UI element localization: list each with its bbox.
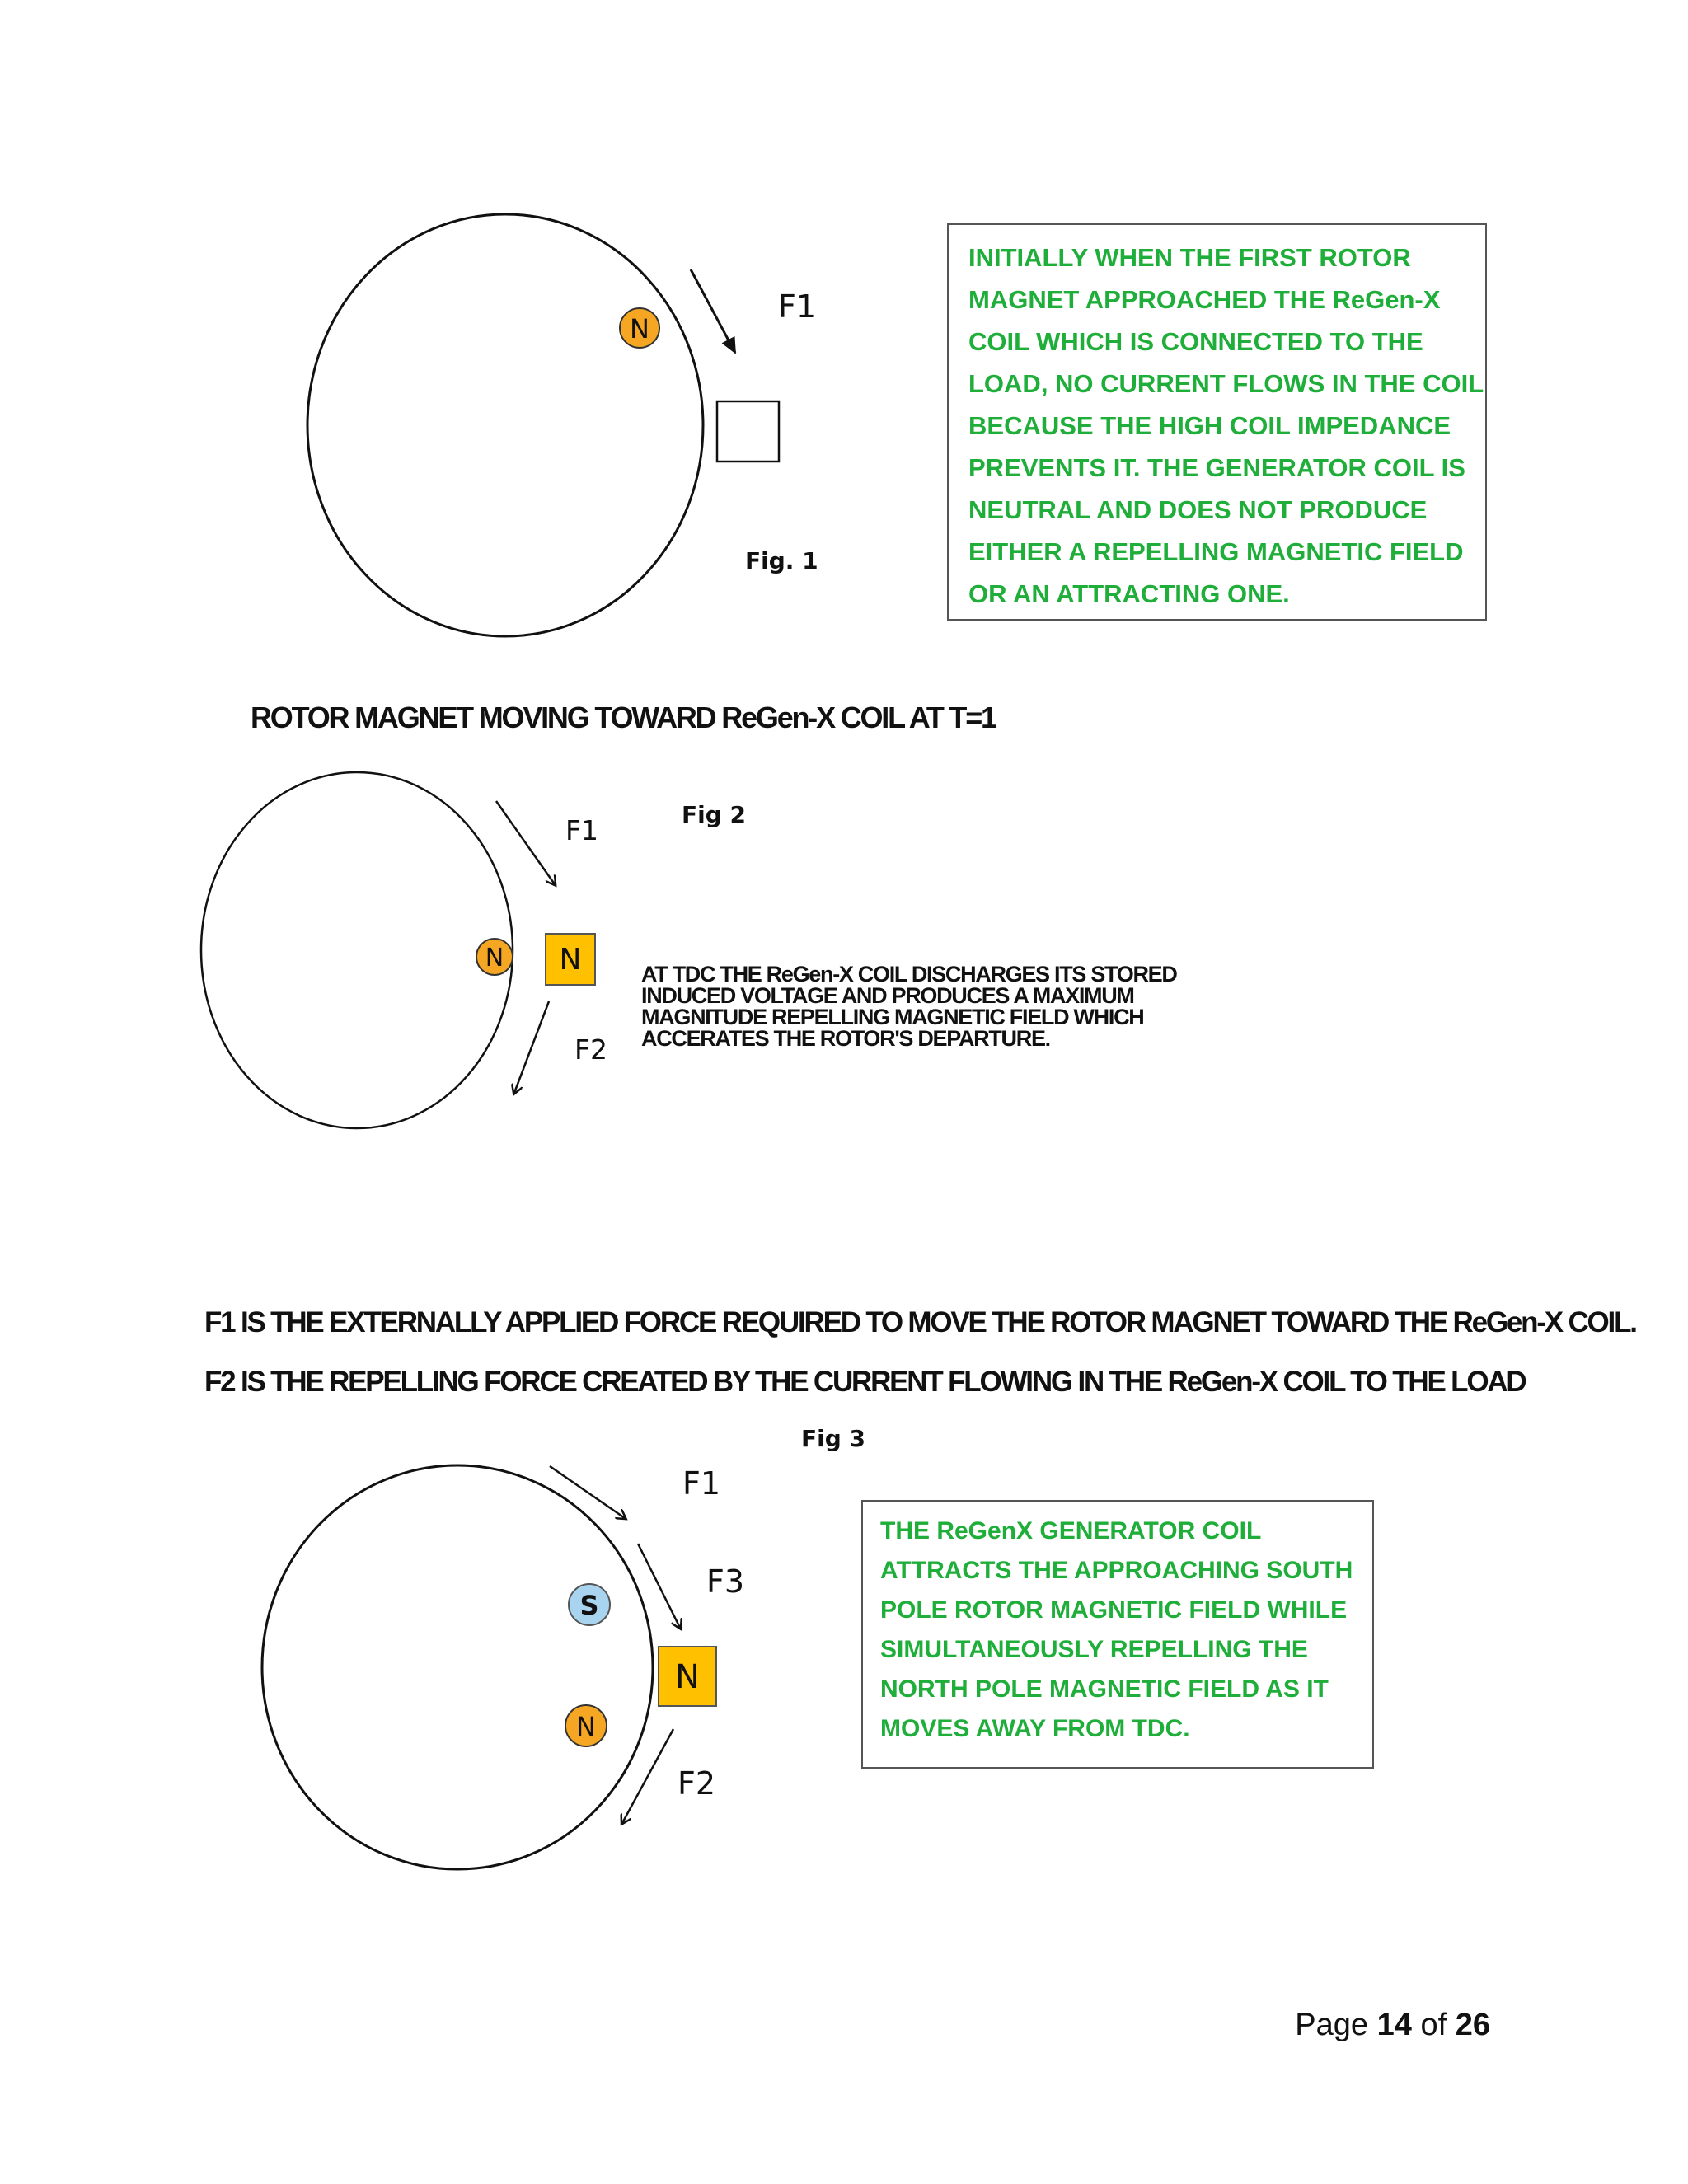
fig1-coil xyxy=(717,401,779,462)
fig1-desc-line: BECAUSE THE HIGH COIL IMPEDANCE xyxy=(968,411,1451,440)
fig2-description xyxy=(641,963,1177,1049)
fig3-f3-label: F3 xyxy=(706,1563,745,1600)
fig1-f1-label: F1 xyxy=(778,288,817,325)
fig2-desc-line: AT TDC THE ReGen-X COIL DISCHARGES ITS STORED xyxy=(641,962,1177,987)
fig1-desc-line: INITIALLY WHEN THE FIRST ROTOR xyxy=(968,243,1411,272)
fig2-f1-arrow xyxy=(496,801,555,884)
fig3-coil-label: N xyxy=(675,1658,700,1696)
fig3-desc-line: MOVES AWAY FROM TDC. xyxy=(880,1715,1190,1742)
fig2-rotor-circle xyxy=(201,772,513,1128)
fig2-desc-line: MAGNITUDE REPELLING MAGNETIC FIELD WHICH xyxy=(641,1005,1144,1029)
fig1-desc-line: EITHER A REPELLING MAGNETIC FIELD xyxy=(968,537,1464,566)
fig3-description-box xyxy=(861,1500,1374,1769)
fig1-desc-line: COIL WHICH IS CONNECTED TO THE xyxy=(968,327,1423,356)
page-prefix: Page xyxy=(1295,2008,1369,2042)
fig3-desc-line: NORTH POLE MAGNETIC FIELD AS IT xyxy=(880,1675,1329,1703)
page-current: 14 xyxy=(1376,2008,1412,2042)
motion-heading: ROTOR MAGNET MOVING TOWARD ReGen-X COIL AT T=1 xyxy=(251,701,996,734)
fig2-f1-label: F1 xyxy=(565,814,598,846)
fig2-desc-line: ACCERATES THE ROTOR'S DEPARTURE. xyxy=(641,1026,1050,1051)
fig2-f2-arrow xyxy=(514,1001,549,1093)
fig3-f3-arrow xyxy=(638,1544,680,1628)
fig2-north-magnet-label: N xyxy=(485,944,504,972)
f2-definition: F2 IS THE REPELLING FORCE CREATED BY THE CURRENT FLOWING IN THE ReGen-X COIL TO THE LOAD xyxy=(204,1366,1526,1398)
fig3-caption: Fig 3 xyxy=(801,1425,865,1452)
fig2-desc-line: INDUCED VOLTAGE AND PRODUCES A MAXIMUM xyxy=(641,983,1134,1008)
fig1-desc-line: LOAD, NO CURRENT FLOWS IN THE COIL xyxy=(968,369,1484,398)
fig3-f2-arrow xyxy=(622,1729,673,1823)
fig3-desc-line: ATTRACTS THE APPROACHING SOUTH xyxy=(880,1557,1353,1584)
fig3-f1-label: F1 xyxy=(682,1465,721,1502)
fig1-desc-line: MAGNET APPROACHED THE ReGen-X xyxy=(968,285,1441,314)
fig3-desc-line: POLE ROTOR MAGNETIC FIELD WHILE xyxy=(880,1596,1348,1624)
f1-definition: F1 IS THE EXTERNALLY APPLIED FORCE REQUIRED TO MOVE THE ROTOR MAGNET TOWARD THE ReGen-X COIL. xyxy=(204,1306,1636,1338)
fig2-f2-label: F2 xyxy=(574,1033,607,1066)
fig3-north-magnet-label: N xyxy=(576,1711,596,1742)
fig1-desc-line: PREVENTS IT. THE GENERATOR COIL IS xyxy=(968,453,1465,482)
page-total: 26 xyxy=(1455,2008,1490,2042)
fig3-f1-arrow xyxy=(550,1466,625,1518)
page-separator: of xyxy=(1420,2008,1447,2042)
fig1-rotor-circle xyxy=(307,214,703,636)
fig3-rotor-circle xyxy=(262,1465,653,1869)
fig2-coil-label: N xyxy=(559,943,582,977)
fig1-f1-arrow xyxy=(691,269,735,353)
fig3-desc-line: THE ReGenX GENERATOR COIL xyxy=(880,1517,1262,1544)
fig1-caption: Fig. 1 xyxy=(745,547,818,574)
fig1-description-box xyxy=(947,223,1487,621)
fig3-f2-label: F2 xyxy=(678,1765,716,1802)
fig3-south-magnet-label: S xyxy=(579,1590,599,1621)
page-number xyxy=(1295,2008,1490,2043)
fig2-caption: Fig 2 xyxy=(682,801,746,828)
fig1-desc-line: NEUTRAL AND DOES NOT PRODUCE xyxy=(968,495,1428,524)
fig1-north-magnet-label: N xyxy=(630,313,649,344)
fig3-desc-line: SIMULTANEOUSLY REPELLING THE xyxy=(880,1636,1308,1663)
fig1-desc-line: OR AN ATTRACTING ONE. xyxy=(968,579,1290,608)
